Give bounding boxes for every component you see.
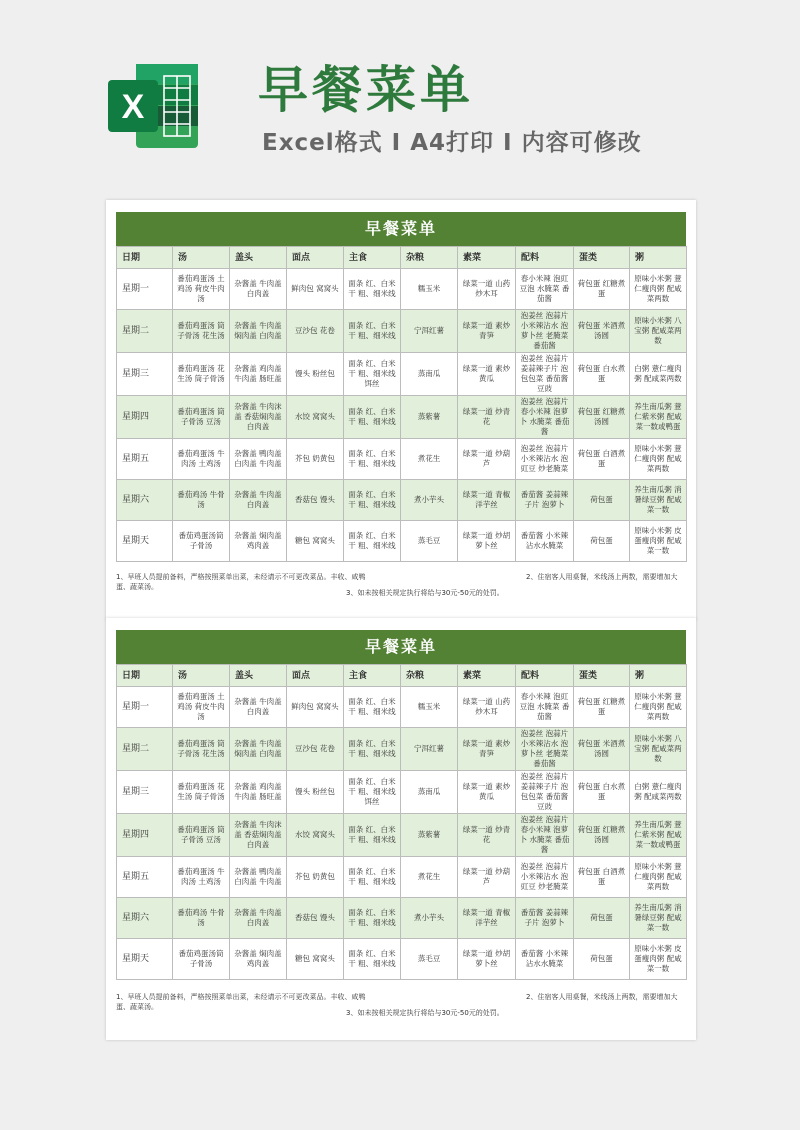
menu-cell: 绿菜一道 青椒洋芋丝 bbox=[458, 898, 516, 939]
day-cell: 星期四 bbox=[117, 814, 173, 857]
menu-cell: 杂酱盖 鸭肉盖 白肉盖 牛肉盖 bbox=[230, 857, 287, 898]
logo-letter: X bbox=[121, 88, 145, 126]
menu-cell: 煮小芋头 bbox=[401, 480, 458, 521]
column-header: 主食 bbox=[344, 247, 401, 269]
menu-cell: 泡姜丝 泡蒜片 小米辣沾水 泡豇豆 炒老腌菜 bbox=[516, 857, 574, 898]
menu-cell: 原味小米粥 皮蛋瘦肉粥 配咸菜一数 bbox=[630, 521, 687, 562]
menu-cell: 荷包蛋 bbox=[574, 898, 630, 939]
menu-cell: 荷包蛋 红糖煮蛋 bbox=[574, 269, 630, 310]
menu-cell: 杂酱盖 鸭肉盖 白肉盖 牛肉盖 bbox=[230, 439, 287, 480]
day-cell: 星期一 bbox=[117, 687, 173, 728]
day-cell: 星期六 bbox=[117, 898, 173, 939]
menu-cell: 荷包蛋 白水煮蛋 bbox=[574, 771, 630, 814]
column-header: 日期 bbox=[117, 247, 173, 269]
menu-cell: 面条 红、白米干 粗、细米线 bbox=[344, 898, 401, 939]
menu-cell: 绿菜一道 炒青花 bbox=[458, 814, 516, 857]
menu-cell: 泡姜丝 泡蒜片 小米辣沾水 泡萝卜丝 老腌菜 番茄酱 bbox=[516, 310, 574, 353]
menu-cell: 绿菜一道 炒葫芦 bbox=[458, 857, 516, 898]
menu-cell: 荷包蛋 bbox=[574, 480, 630, 521]
menu-cell: 番茄鸡蛋汤 土鸡汤 荷皮牛肉汤 bbox=[173, 687, 230, 728]
note-1: 1、早班人员提前备料，严格按照菜单出菜，未经请示不可更改菜品。丰收、咸鸭蛋、蔬菜汤。 bbox=[116, 993, 366, 1011]
menu-cell: 杂酱盖 牛肉沫盖 香菇焖肉盖 白肉盖 bbox=[230, 396, 287, 439]
menu-cell: 白粥 薏仁瘦肉粥 配咸菜两数 bbox=[630, 771, 687, 814]
menu-cell: 番茄鸡蛋汤 花生汤 筒子骨汤 bbox=[173, 353, 230, 396]
menu-cell: 番茄鸡蛋汤 花生汤 筒子骨汤 bbox=[173, 771, 230, 814]
table-row bbox=[117, 353, 687, 396]
day-cell: 星期三 bbox=[117, 353, 173, 396]
day-cell: 星期一 bbox=[117, 269, 173, 310]
menu-cell: 荷包蛋 红糖煮汤圆 bbox=[574, 814, 630, 857]
menu-cell: 绿菜一道 山药炒木耳 bbox=[458, 269, 516, 310]
menu-cell: 原味小米粥 薏仁瘦肉粥 配咸菜两数 bbox=[630, 439, 687, 480]
menu-cell: 养生南瓜粥 薏仁紫米粥 配咸菜一数或鸭蛋 bbox=[630, 396, 687, 439]
menu-cell: 面条 红、白米干 粗、细米线 bbox=[344, 814, 401, 857]
menu-cell: 荷包蛋 白酒煮蛋 bbox=[574, 857, 630, 898]
menu-cell: 面条 红、白米干 粗、细米线 bbox=[344, 480, 401, 521]
table-row bbox=[117, 439, 687, 480]
menu-cell: 绿菜一道 炒青花 bbox=[458, 396, 516, 439]
menu-cell: 杂酱盖 牛肉盖 白肉盖 bbox=[230, 687, 287, 728]
table-row bbox=[117, 396, 687, 439]
menu-title: 早餐菜单 bbox=[116, 630, 686, 664]
menu-cell: 番茄酱 小米辣沾水水腌菜 bbox=[516, 939, 574, 980]
menu-cell: 面条 红、白米干 粗、细米线 bbox=[344, 728, 401, 771]
menu-table-container bbox=[116, 630, 686, 980]
table-row bbox=[117, 480, 687, 521]
menu-cell: 番茄鸡蛋汤 筒子骨汤 豆汤 bbox=[173, 814, 230, 857]
menu-cell: 原味小米粥 薏仁瘦肉粥 配咸菜两数 bbox=[630, 269, 687, 310]
column-header: 粥 bbox=[630, 665, 687, 687]
menu-cell: 芥包 奶黄包 bbox=[287, 857, 344, 898]
header-row bbox=[117, 247, 687, 269]
menu-table bbox=[116, 664, 687, 980]
menu-cell: 煮小芋头 bbox=[401, 898, 458, 939]
menu-cell: 面条 红、白米干 粗、细米线 bbox=[344, 857, 401, 898]
menu-cell: 水饺 窝窝头 bbox=[287, 396, 344, 439]
menu-cell: 番茄鸡蛋汤 筒子骨汤 花生汤 bbox=[173, 310, 230, 353]
column-header: 盖头 bbox=[230, 665, 287, 687]
column-header: 汤 bbox=[173, 665, 230, 687]
menu-cell: 荷包蛋 bbox=[574, 521, 630, 562]
table-row bbox=[117, 687, 687, 728]
column-header: 素菜 bbox=[458, 665, 516, 687]
menu-cell: 宁洱红薯 bbox=[401, 310, 458, 353]
column-header: 主食 bbox=[344, 665, 401, 687]
menu-cell: 面条 红、白米干 粗、细米线 bbox=[344, 521, 401, 562]
day-cell: 星期二 bbox=[117, 310, 173, 353]
column-header: 蛋类 bbox=[574, 247, 630, 269]
table-body bbox=[117, 269, 687, 562]
page-subtitle: Excel格式 I A4打印 I 内容可修改 bbox=[262, 130, 642, 156]
note-2: 2、住宿客人用桌餐，米线汤上两数，需要增加大 bbox=[526, 573, 678, 581]
menu-cell: 春小米辣 泡豇豆泡 水腌菜 番茄酱 bbox=[516, 269, 574, 310]
day-cell: 星期四 bbox=[117, 396, 173, 439]
menu-cell: 鲜肉包 窝窝头 bbox=[287, 687, 344, 728]
note-2: 2、住宿客人用桌餐，米线汤上两数，需要增加大 bbox=[526, 993, 678, 1001]
menu-cell: 荷包蛋 bbox=[574, 939, 630, 980]
menu-cell: 杂酱盖 牛肉盖 焖肉盖 白肉盖 bbox=[230, 310, 287, 353]
column-header: 杂粮 bbox=[401, 247, 458, 269]
day-cell: 星期天 bbox=[117, 939, 173, 980]
menu-cell: 原味小米粥 薏仁瘦肉粥 配咸菜两数 bbox=[630, 687, 687, 728]
menu-cell: 糯玉米 bbox=[401, 269, 458, 310]
menu-cell: 香菇包 馒头 bbox=[287, 480, 344, 521]
table-row bbox=[117, 521, 687, 562]
day-cell: 星期二 bbox=[117, 728, 173, 771]
menu-cell: 面条 红、白米干 粗、细米线 bbox=[344, 687, 401, 728]
menu-cell: 馒头 粉丝包 bbox=[287, 353, 344, 396]
menu-cell: 荷包蛋 红糖煮汤圆 bbox=[574, 396, 630, 439]
day-cell: 星期三 bbox=[117, 771, 173, 814]
menu-cell: 番茄鸡蛋汤 牛肉汤 土鸡汤 bbox=[173, 439, 230, 480]
table-row bbox=[117, 857, 687, 898]
menu-cell: 杂酱盖 鸡肉盖 牛肉盖 肠旺盖 bbox=[230, 771, 287, 814]
menu-cell: 面条 红、白米干 粗、细米线 bbox=[344, 439, 401, 480]
menu-sheet bbox=[106, 200, 696, 620]
menu-cell: 养生南瓜粥 薏仁紫米粥 配咸菜一数或鸭蛋 bbox=[630, 814, 687, 857]
day-cell: 星期六 bbox=[117, 480, 173, 521]
menu-cell: 春小米辣 泡豇豆泡 水腌菜 番茄酱 bbox=[516, 687, 574, 728]
menu-cell: 养生南瓜粥 消暑绿豆粥 配咸菜一数 bbox=[630, 898, 687, 939]
menu-cell: 水饺 窝窝头 bbox=[287, 814, 344, 857]
column-header: 配料 bbox=[516, 247, 574, 269]
menu-cell: 荷包蛋 米酒煮汤圆 bbox=[574, 310, 630, 353]
menu-cell: 蒸毛豆 bbox=[401, 521, 458, 562]
table-row bbox=[117, 310, 687, 353]
menu-cell: 绿菜一道 炒葫芦 bbox=[458, 439, 516, 480]
menu-cell: 白粥 薏仁瘦肉粥 配咸菜两数 bbox=[630, 353, 687, 396]
menu-cell: 糯玉米 bbox=[401, 687, 458, 728]
menu-cell: 宁洱红薯 bbox=[401, 728, 458, 771]
menu-cell: 泡姜丝 泡蒜片 春小米辣 泡萝卜 水腌菜 番茄酱 bbox=[516, 814, 574, 857]
table-row bbox=[117, 814, 687, 857]
note-3: 3、如未按相关规定执行将给与30元-50元的处罚。 bbox=[346, 589, 504, 597]
menu-cell: 番茄鸡蛋汤筒子骨汤 bbox=[173, 939, 230, 980]
page-title: 早餐菜单 bbox=[258, 61, 474, 119]
menu-cell: 面条 红、白米干 粗、细米线 bbox=[344, 269, 401, 310]
menu-cell: 蒸紫薯 bbox=[401, 814, 458, 857]
menu-cell: 绿菜一道 素炒青笋 bbox=[458, 310, 516, 353]
menu-cell: 荷包蛋 米酒煮汤圆 bbox=[574, 728, 630, 771]
menu-cell: 番茄鸡蛋汤 筒子骨汤 豆汤 bbox=[173, 396, 230, 439]
menu-cell: 煮花生 bbox=[401, 439, 458, 480]
menu-cell: 蒸南瓜 bbox=[401, 353, 458, 396]
menu-cell: 番茄鸡蛋汤筒子骨汤 bbox=[173, 521, 230, 562]
menu-cell: 番茄鸡汤 牛骨汤 bbox=[173, 898, 230, 939]
menu-table bbox=[116, 246, 687, 562]
column-header: 杂粮 bbox=[401, 665, 458, 687]
menu-cell: 煮花生 bbox=[401, 857, 458, 898]
day-cell: 星期五 bbox=[117, 439, 173, 480]
menu-cell: 蒸南瓜 bbox=[401, 771, 458, 814]
menu-cell: 番茄鸡汤 牛骨汤 bbox=[173, 480, 230, 521]
menu-cell: 荷包蛋 白酒煮蛋 bbox=[574, 439, 630, 480]
table-row bbox=[117, 771, 687, 814]
column-header: 蛋类 bbox=[574, 665, 630, 687]
menu-cell: 番茄鸡蛋汤 牛肉汤 土鸡汤 bbox=[173, 857, 230, 898]
excel-icon bbox=[104, 56, 204, 156]
menu-cell: 杂酱盖 焖肉盖 鸡肉盖 bbox=[230, 939, 287, 980]
menu-cell: 绿菜一道 炒胡萝卜丝 bbox=[458, 939, 516, 980]
day-cell: 星期天 bbox=[117, 521, 173, 562]
menu-cell: 杂酱盖 牛肉盖 白肉盖 bbox=[230, 269, 287, 310]
menu-cell: 泡姜丝 泡蒜片 春小米辣 泡萝卜 水腌菜 番茄酱 bbox=[516, 396, 574, 439]
table-row bbox=[117, 269, 687, 310]
menu-cell: 杂酱盖 鸡肉盖 牛肉盖 肠旺盖 bbox=[230, 353, 287, 396]
menu-cell: 泡姜丝 泡蒜片 姜蒜辣子片 泡包包菜 番茄酱 豆豉 bbox=[516, 771, 574, 814]
menu-cell: 杂酱盖 牛肉沫盖 香菇焖肉盖 白肉盖 bbox=[230, 814, 287, 857]
day-cell: 星期五 bbox=[117, 857, 173, 898]
column-header: 日期 bbox=[117, 665, 173, 687]
column-header: 盖头 bbox=[230, 247, 287, 269]
column-header: 面点 bbox=[287, 665, 344, 687]
menu-cell: 面条 红、白米干 粗、细米线 bbox=[344, 396, 401, 439]
menu-cell: 泡姜丝 泡蒜片 姜蒜辣子片 泡包包菜 番茄酱 豆豉 bbox=[516, 353, 574, 396]
menu-cell: 泡姜丝 泡蒜片 小米辣沾水 泡萝卜丝 老腌菜 番茄酱 bbox=[516, 728, 574, 771]
menu-table-container bbox=[116, 212, 686, 562]
menu-cell: 原味小米粥 八宝粥 配咸菜两数 bbox=[630, 728, 687, 771]
menu-cell: 杂酱盖 焖肉盖 鸡肉盖 bbox=[230, 521, 287, 562]
menu-cell: 番茄酱 小米辣沾水水腌菜 bbox=[516, 521, 574, 562]
menu-cell: 糖包 窝窝头 bbox=[287, 521, 344, 562]
table-body bbox=[117, 687, 687, 980]
menu-cell: 豆沙包 花卷 bbox=[287, 310, 344, 353]
menu-cell: 番茄酱 姜蒜辣子片 泡萝卜 bbox=[516, 898, 574, 939]
column-header: 面点 bbox=[287, 247, 344, 269]
table-row bbox=[117, 728, 687, 771]
menu-cell: 绿菜一道 炒胡萝卜丝 bbox=[458, 521, 516, 562]
column-header: 素菜 bbox=[458, 247, 516, 269]
menu-cell: 面条 红、白米干 粗、细米线 bbox=[344, 939, 401, 980]
menu-cell: 杂酱盖 牛肉盖 焖肉盖 白肉盖 bbox=[230, 728, 287, 771]
menu-cell: 糖包 窝窝头 bbox=[287, 939, 344, 980]
menu-cell: 面条 红、白米干 粗、细米线 饵丝 bbox=[344, 771, 401, 814]
menu-cell: 馒头 粉丝包 bbox=[287, 771, 344, 814]
menu-cell: 荷包蛋 红糖煮蛋 bbox=[574, 687, 630, 728]
menu-cell: 番茄鸡蛋汤 筒子骨汤 花生汤 bbox=[173, 728, 230, 771]
menu-cell: 面条 红、白米干 粗、细米线 bbox=[344, 310, 401, 353]
menu-cell: 养生南瓜粥 消暑绿豆粥 配咸菜一数 bbox=[630, 480, 687, 521]
menu-cell: 面条 红、白米干 粗、细米线 饵丝 bbox=[344, 353, 401, 396]
table-row bbox=[117, 898, 687, 939]
column-header: 汤 bbox=[173, 247, 230, 269]
menu-cell: 蒸毛豆 bbox=[401, 939, 458, 980]
menu-cell: 蒸紫薯 bbox=[401, 396, 458, 439]
menu-cell: 绿菜一道 青椒洋芋丝 bbox=[458, 480, 516, 521]
table-row bbox=[117, 939, 687, 980]
column-header: 配料 bbox=[516, 665, 574, 687]
header-row bbox=[117, 665, 687, 687]
menu-cell: 泡姜丝 泡蒜片 小米辣沾水 泡豇豆 炒老腌菜 bbox=[516, 439, 574, 480]
menu-cell: 番茄鸡蛋汤 土鸡汤 荷皮牛肉汤 bbox=[173, 269, 230, 310]
page-header bbox=[0, 0, 800, 190]
menu-title: 早餐菜单 bbox=[116, 212, 686, 246]
menu-cell: 芥包 奶黄包 bbox=[287, 439, 344, 480]
menu-cell: 原味小米粥 薏仁瘦肉粥 配咸菜两数 bbox=[630, 857, 687, 898]
note-3: 3、如未按相关规定执行将给与30元-50元的处罚。 bbox=[346, 1009, 504, 1017]
menu-cell: 杂酱盖 牛肉盖 白肉盖 bbox=[230, 480, 287, 521]
menu-cell: 番茄酱 姜蒜辣子片 泡萝卜 bbox=[516, 480, 574, 521]
menu-cell: 荷包蛋 白水煮蛋 bbox=[574, 353, 630, 396]
menu-cell: 香菇包 馒头 bbox=[287, 898, 344, 939]
menu-cell: 原味小米粥 皮蛋瘦肉粥 配咸菜一数 bbox=[630, 939, 687, 980]
menu-cell: 绿菜一道 素炒黄瓜 bbox=[458, 353, 516, 396]
menu-cell: 绿菜一道 素炒黄瓜 bbox=[458, 771, 516, 814]
column-header: 粥 bbox=[630, 247, 687, 269]
note-1: 1、早班人员提前备料，严格按照菜单出菜，未经请示不可更改菜品。丰收、咸鸭蛋、蔬菜汤。 bbox=[116, 573, 366, 591]
menu-cell: 鲜肉包 窝窝头 bbox=[287, 269, 344, 310]
menu-sheet-copy bbox=[106, 618, 696, 1040]
menu-cell: 绿菜一道 素炒青笋 bbox=[458, 728, 516, 771]
menu-cell: 豆沙包 花卷 bbox=[287, 728, 344, 771]
menu-cell: 杂酱盖 牛肉盖 白肉盖 bbox=[230, 898, 287, 939]
menu-cell: 原味小米粥 八宝粥 配咸菜两数 bbox=[630, 310, 687, 353]
menu-cell: 绿菜一道 山药炒木耳 bbox=[458, 687, 516, 728]
